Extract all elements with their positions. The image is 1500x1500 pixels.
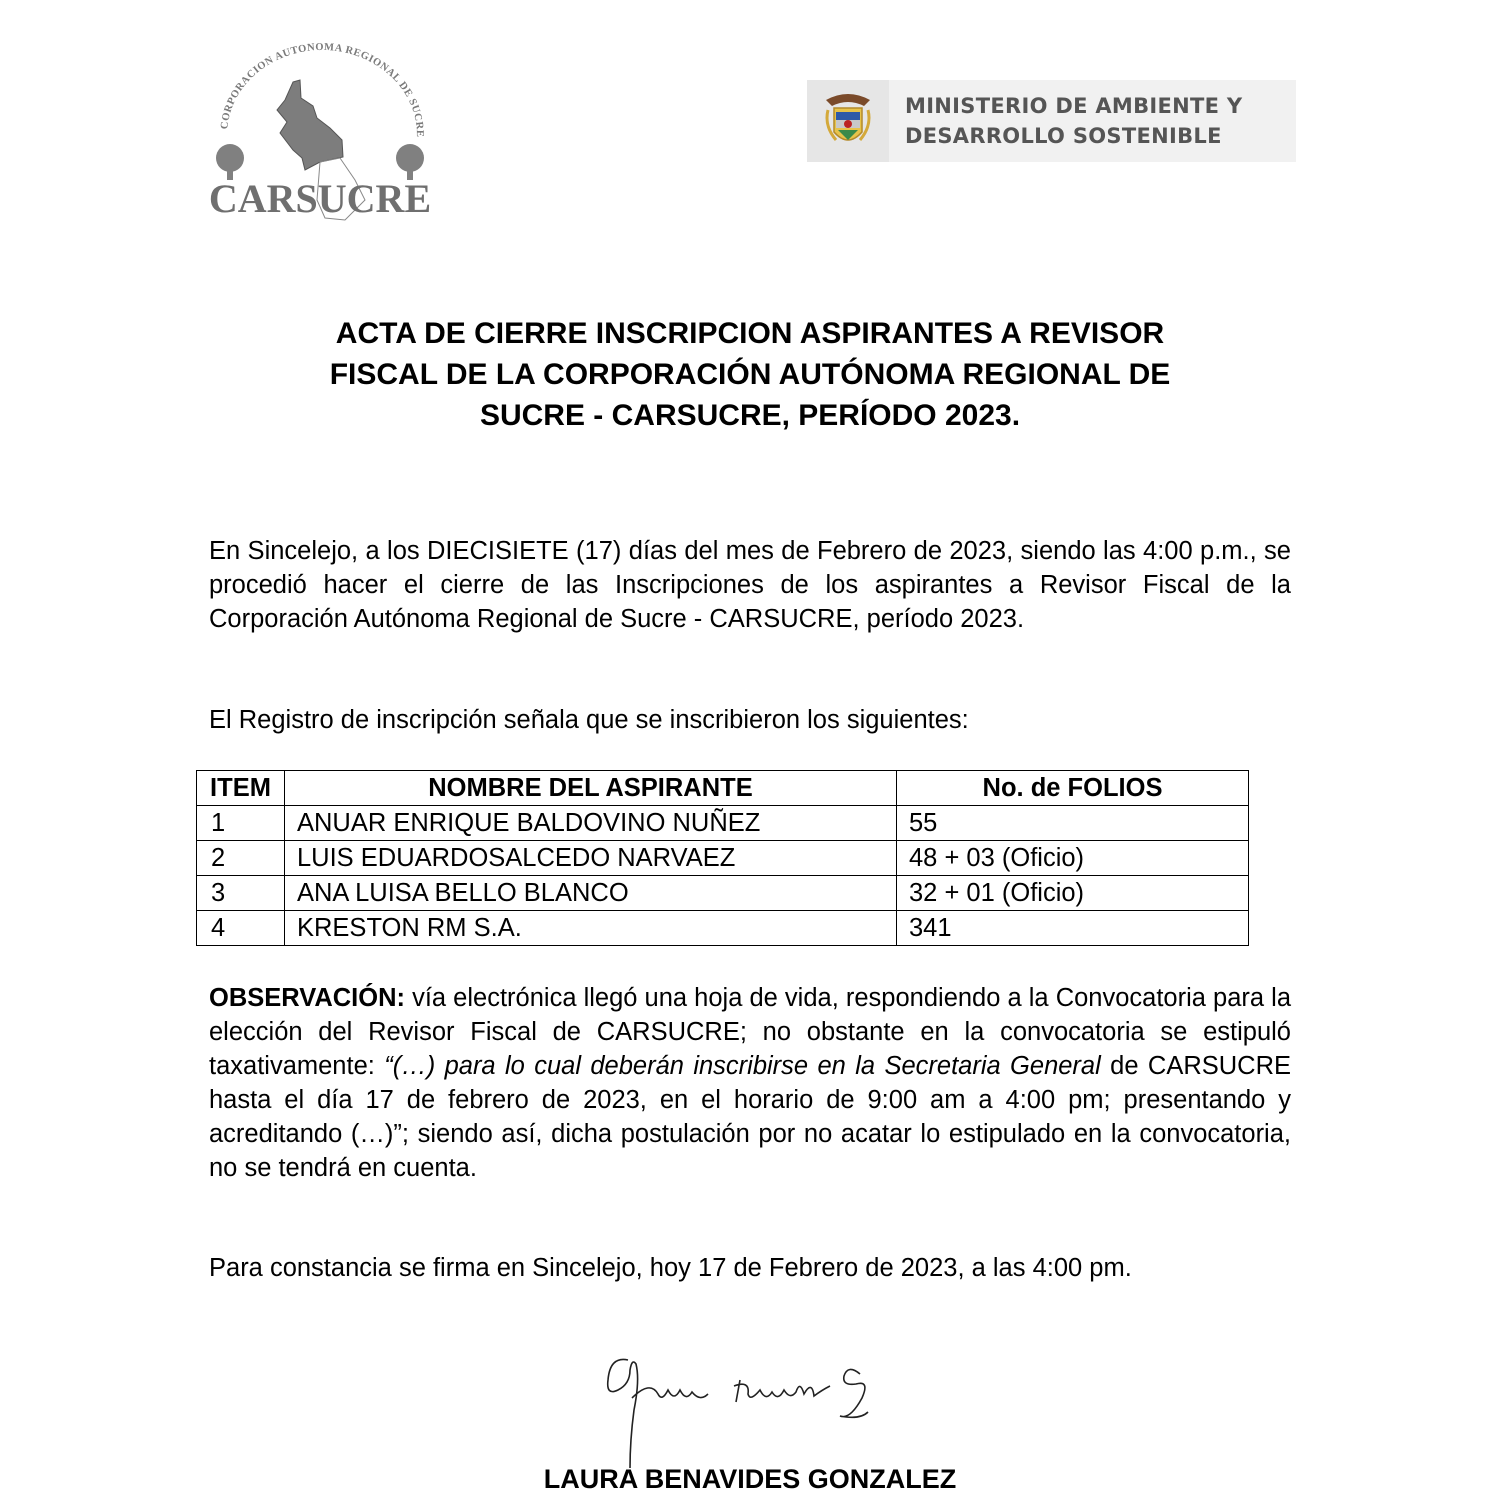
observation-paragraph: [209, 981, 1291, 1185]
cell-item: 1: [197, 806, 285, 841]
table-header-row: [197, 771, 1249, 806]
registry-intro: El Registro de inscripción señala que se inscribieron los siguientes:: [209, 706, 969, 734]
svg-text:CORPORACION AUTONOMA REGIONAL: CORPORACION AUTONOMA REGIONAL DE SUCRE: [219, 41, 426, 138]
observation-text-a: vía electrónica llegó una hoja de vida, respondiendo a la Convocatoria para la elección del Revisor Fiscal de CARSUCRE; no obstante en la convocatoria se estipuló taxativamente:: [209, 984, 1292, 1080]
title-line-3: SUCRE - CARSUCRE, PERÍODO 2023.: [479, 399, 1021, 432]
cell-item: 2: [197, 841, 285, 876]
ministry-banner: [807, 80, 1296, 162]
table-row: [197, 806, 1249, 841]
cell-item: 4: [197, 911, 285, 946]
header-name: NOMBRE DEL ASPIRANTE: [285, 771, 897, 806]
table-row: [197, 911, 1249, 946]
table-row: [197, 876, 1249, 911]
table-row: [197, 841, 1249, 876]
opening-paragraph: En Sincelejo, a los DIECISIETE (17) días del mes de Febrero de 2023, siendo las 4:00 p.m., se procedió hacer el cierre de las Inscripciones de los aspirantes a Revisor Fiscal de la Corporación Autónoma Regional de Sucre - CARSUCRE, período 2023.: [209, 537, 1291, 633]
cell-item: 3: [197, 876, 285, 911]
document-title: [200, 313, 1300, 436]
title-line-2: FISCAL DE LA CORPORACIÓN AUTÓNOMA REGIONAL DE: [329, 358, 1171, 391]
cell-name: LUIS EDUARDOSALCEDO NARVAEZ: [285, 841, 897, 876]
cell-name: KRESTON RM S.A.: [285, 911, 897, 946]
signer-name: LAURA BENAVIDES GONZALEZ: [543, 1464, 957, 1494]
cell-folios: 32 + 01 (Oficio): [897, 876, 1249, 911]
cell-name: ANUAR ENRIQUE BALDOVINO NUÑEZ: [285, 806, 897, 841]
cell-folios: 48 + 03 (Oficio): [897, 841, 1249, 876]
coat-of-arms-icon: [807, 80, 889, 162]
title-line-1: ACTA DE CIERRE INSCRIPCION ASPIRANTES A REVISOR: [335, 317, 1165, 350]
aspirants-table: [196, 770, 1249, 946]
observation-label: OBSERVACIÓN:: [209, 984, 405, 1012]
svg-text:CARSUCRE: CARSUCRE: [208, 176, 432, 221]
header-folios: No. de FOLIOS: [897, 771, 1249, 806]
cell-folios: 55: [897, 806, 1249, 841]
observation-quote-italic: para lo cual deberán inscribirse en la Secretaria General: [444, 1052, 1101, 1080]
observation-text-b: de CARSUCRE hasta el día 17 de febrero de 2023, en el horario de 9:00 am a 4:00 pm; presentando y acreditando (…)”; siendo así, dicha postulación por no acatar lo estipulado en la convocatoria, no se tendrá en cuenta.: [209, 1052, 1292, 1182]
header-item: ITEM: [197, 771, 285, 806]
observation-quote-open: “(…): [384, 1052, 445, 1080]
cell-name: ANA LUISA BELLO BLANCO: [285, 876, 897, 911]
carsucre-logo: [205, 40, 435, 225]
closing-paragraph: Para constancia se firma en Sincelejo, hoy 17 de Febrero de 2023, a las 4:00 pm.: [209, 1254, 1132, 1282]
cell-folios: 341: [897, 911, 1249, 946]
handwritten-signature: [600, 1350, 900, 1470]
ministry-line-2: DESARROLLO SOSTENIBLE: [905, 124, 1222, 148]
carsucre-logo-icon: [205, 40, 435, 225]
ministry-line-1: MINISTERIO DE AMBIENTE Y: [905, 94, 1243, 118]
ministry-name: [905, 91, 1242, 151]
